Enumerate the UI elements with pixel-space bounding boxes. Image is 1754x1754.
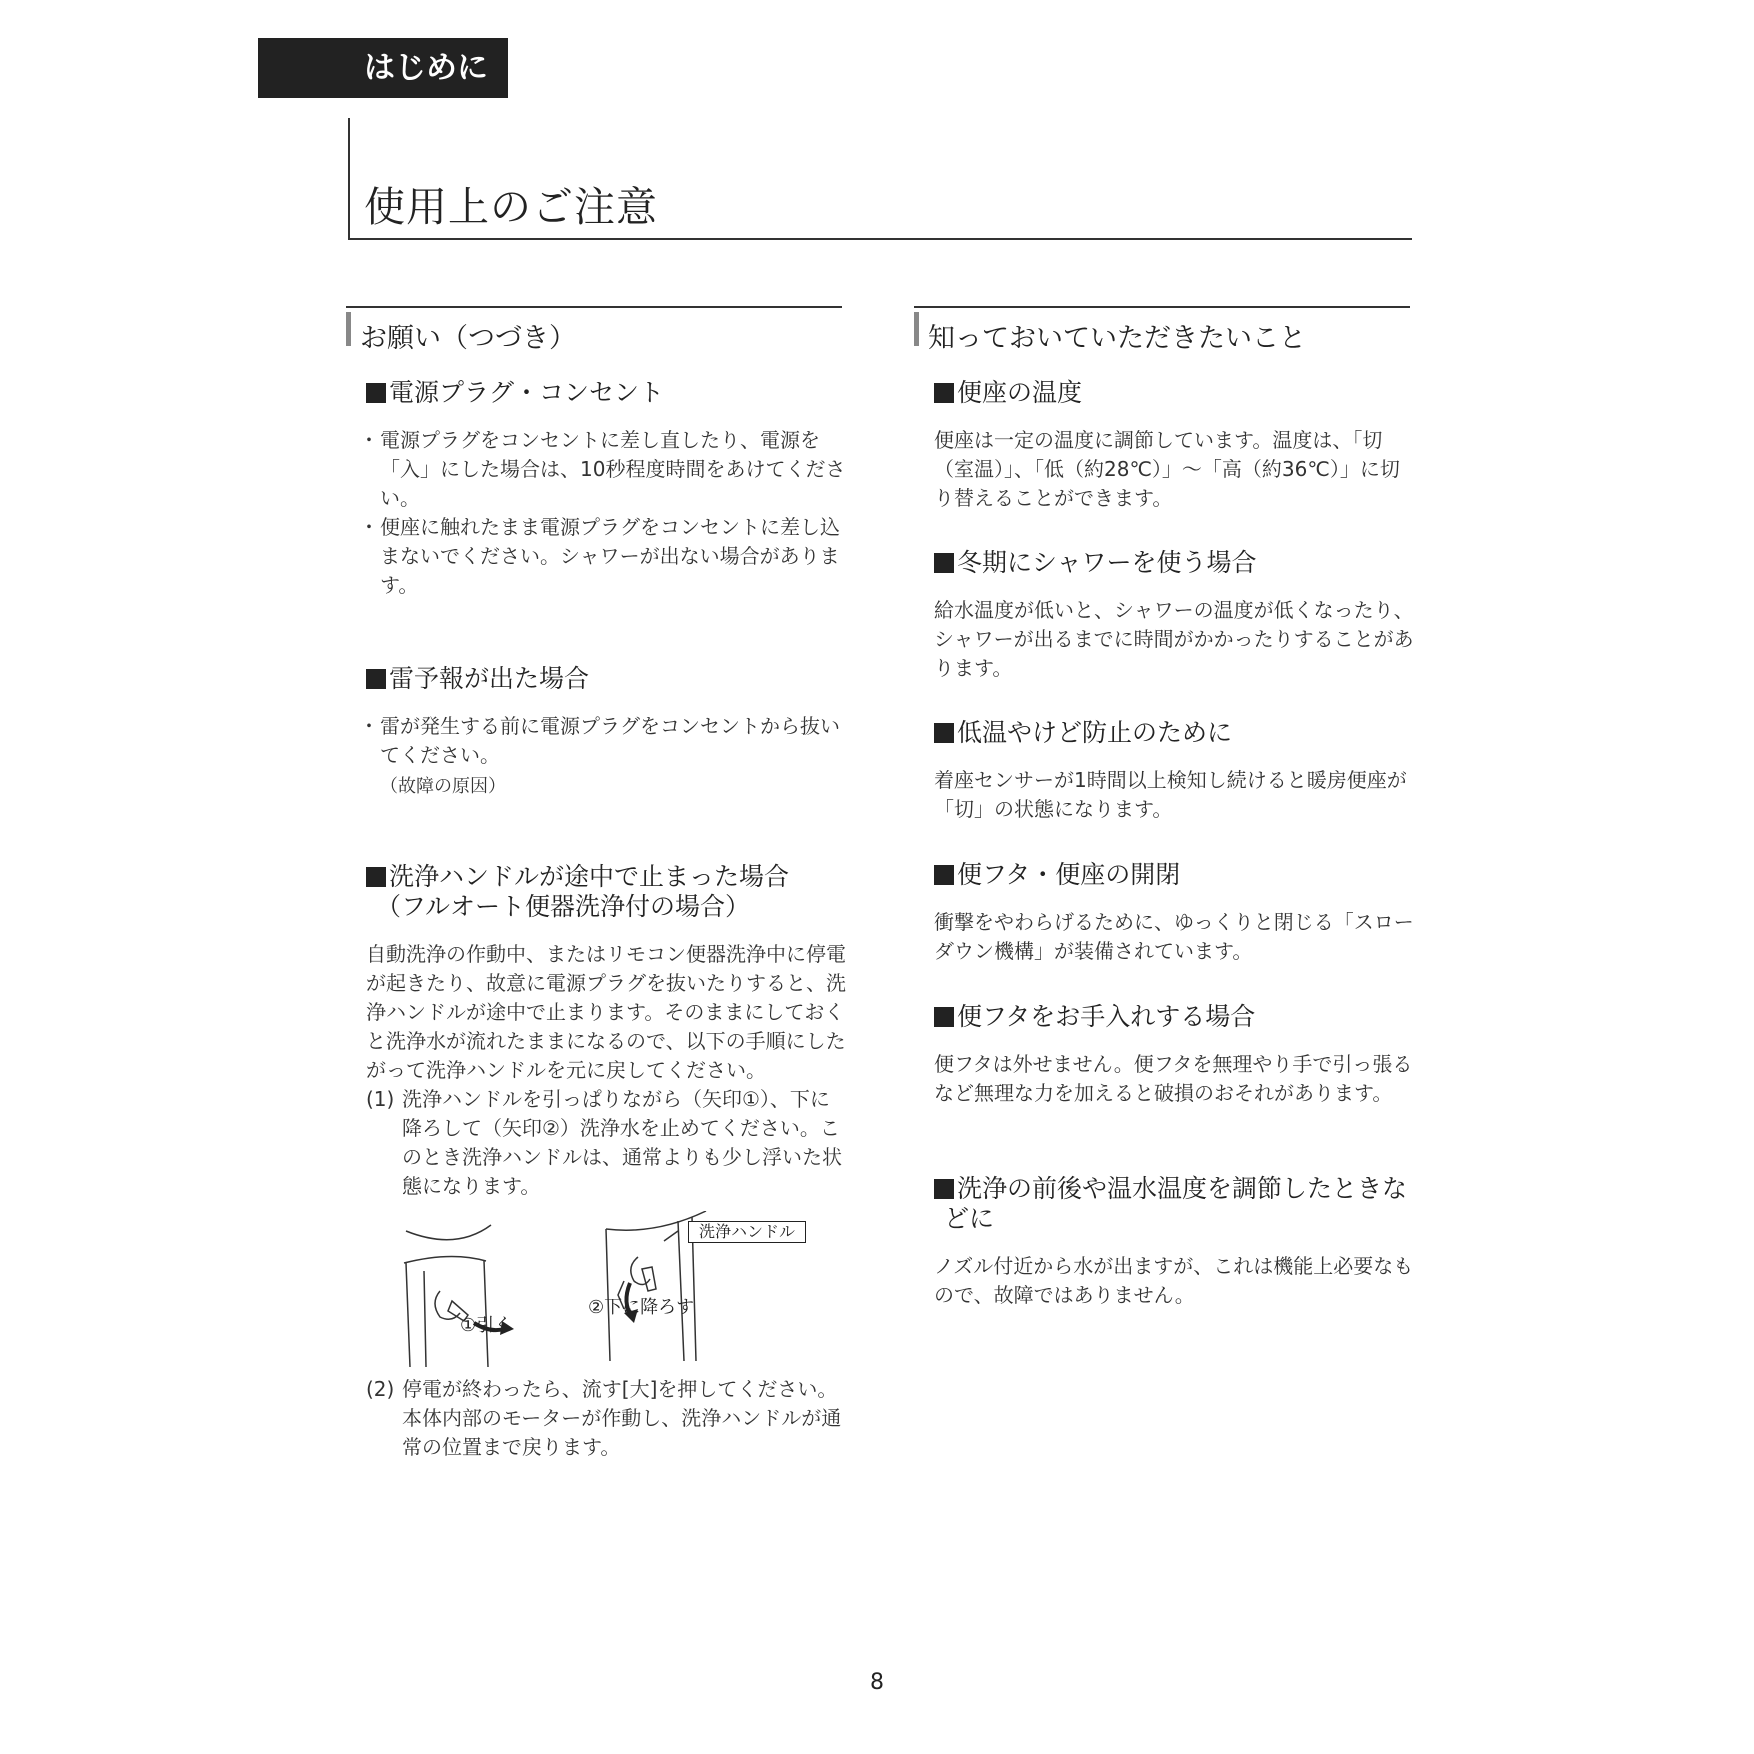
square-bullet-icon [366,383,386,403]
bullet-list [366,426,846,600]
step-list [366,1085,846,1201]
section-lid-cleaning [934,1002,1414,1108]
note-text: （故障の原因） [380,776,506,797]
section-flush-handle-stopped [366,862,846,1462]
section-heading: 低温やけど防止のために [934,718,1414,748]
section-heading: 洗浄の前後や温水温度を調節したときな どに [934,1174,1414,1234]
square-bullet-icon [934,553,954,573]
section-lid-seat-open-close [934,860,1414,966]
section-heading: 電源プラグ・コンセント [366,378,846,408]
square-bullet-icon [934,1007,954,1027]
pull-arrow-label: ①引く [460,1315,513,1336]
section-body: 自動洗浄の作動中、またはリモコン便器洗浄中に停電が起きたり、故意に電源プラグを抜いたりすると、洗浄ハンドルが途中で止まります。そのままにしておくと洗浄水が流れたままになるので、以下の手順にしたがって洗浄ハンドルを元に戻してください。 [366,942,846,1082]
list-item: ・ 便座に触れたまま電源プラグをコンセントに差し込まないでください。シャワーが出ない場合があります。 [366,513,846,600]
left-column [346,306,846,1459]
page-title: 使用上のご注意 [364,183,658,231]
section-heading: 冬期にシャワーを使う場合 [934,548,1414,578]
section-body: ノズル付近から水が出ますが、これは機能上必要なもので、故障ではありません。 [934,1254,1414,1307]
section-low-temp-burn [934,718,1414,824]
title-block [348,118,1412,240]
left-column-heading: お願い（つづき） [346,306,842,356]
step-number: (2) [366,1377,395,1401]
section-winter-shower [934,548,1414,683]
list-item: ・ 雷が発生する前に電源プラグをコンセントから抜いてください。 [366,712,846,770]
flush-handle-illustration [366,1211,846,1369]
step-list [366,1375,846,1462]
flush-handle-callout: 洗浄ハンドル [688,1221,806,1243]
section-heading: 洗浄ハンドルが途中で止まった場合 （フルオート便器洗浄付の場合） [366,862,846,922]
step-text: 停電が終わったら、流す[大]を押してください。本体内部のモーターが作動し、洗浄ハンドルが通常の位置まで戻ります。 [402,1377,842,1459]
section-body: 便座は一定の温度に調節しています。温度は、「切（室温）」、「低（約28℃）」〜「高（約36℃）」に切り替えることができます。 [934,428,1400,510]
right-column [914,306,1414,1307]
step-number: (1) [366,1087,395,1111]
section-heading: 便フタ・便座の開閉 [934,860,1414,890]
section-heading: 雷予報が出た場合 [366,664,846,694]
section-nozzle-water [934,1174,1414,1310]
section-body: 衝撃をやわらげるために、ゆっくりと閉じる「スローダウン機構」が装備されています。 [934,910,1414,963]
square-bullet-icon [934,383,954,403]
right-column-heading: 知っておいていただきたいこと [914,306,1410,356]
step-item [366,1375,846,1462]
section-seat-temperature [934,378,1414,513]
list-item: ・ 電源プラグをコンセントに差し直したり、電源を「入」にした場合は、10秒程度時間をあけてください。 [366,426,846,513]
square-bullet-icon [934,723,954,743]
section-body: 着座センサーが1時間以上検知し続けると暖房便座が「切」の状態になります。 [934,768,1407,821]
section-body: 便フタは外せません。便フタを無理やり手で引っ張るなど無理な力を加えると破損のおそれがあります。 [934,1052,1413,1105]
bullet-list [366,712,846,770]
section-heading: 便フタをお手入れする場合 [934,1002,1414,1032]
lower-arrow-label: ②下に降ろす [588,1297,695,1318]
chapter-tab: はじめに [258,38,508,98]
page-number: 8 [870,1670,884,1695]
section-body: 給水温度が低いと、シャワーの温度が低くなったり、シャワーが出るまでに時間がかかったりすることがあります。 [934,598,1414,680]
step-text: 洗浄ハンドルを引っぱりながら（矢印①）、下に降ろして（矢印②）洗浄水を止めてください。このとき洗浄ハンドルは、通常よりも少し浮いた状態になります。 [402,1087,842,1198]
square-bullet-icon [366,867,386,887]
square-bullet-icon [366,669,386,689]
square-bullet-icon [934,1179,954,1199]
section-power-plug [366,378,846,600]
step-item [366,1085,846,1201]
section-thunder-warning [366,664,846,801]
square-bullet-icon [934,865,954,885]
section-heading: 便座の温度 [934,378,1414,408]
